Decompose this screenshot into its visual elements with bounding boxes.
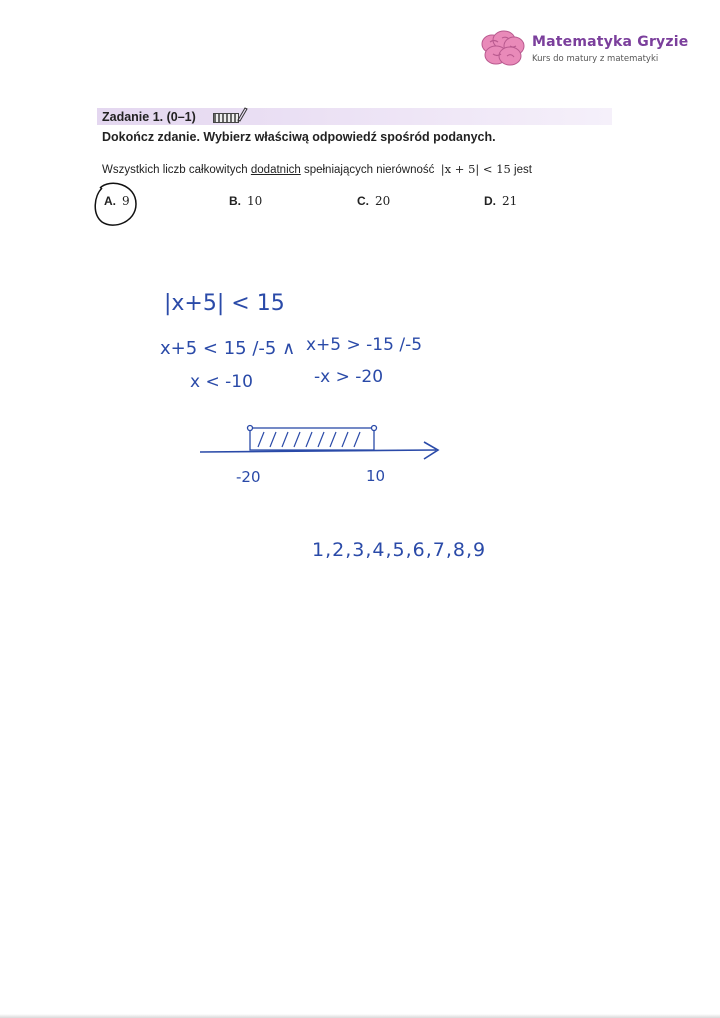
answer-value: 9 bbox=[122, 194, 130, 208]
question-underlined-word: dodatnich bbox=[250, 164, 301, 176]
number-line-left-label: -20 bbox=[236, 468, 261, 486]
number-line-right-label: 10 bbox=[366, 467, 386, 485]
task-title: Zadanie 1. (0–1) bbox=[102, 110, 196, 124]
task-instruction: Dokończ zdanie. Wybierz właściwą odpowiedź spośród podanych. bbox=[102, 130, 496, 144]
question-part-2: spełniających nierówność bbox=[300, 164, 438, 176]
answer-letter: A. bbox=[104, 194, 116, 208]
hw-case-2: x+5 > -15 /-5 bbox=[306, 335, 423, 355]
hw-integer-list: 1,2,3,4,5,6,7,8,9 bbox=[312, 539, 487, 561]
answer-letter: B. bbox=[229, 194, 241, 208]
logo-title: Matematyka Gryzie bbox=[532, 34, 689, 50]
hw-result-1: x < -10 bbox=[190, 372, 253, 392]
question-inequality: |x + 5| < 15 bbox=[440, 162, 511, 176]
answer-value: 21 bbox=[502, 194, 518, 208]
question-part-1: Wszystkich liczb całkowitych bbox=[102, 164, 251, 176]
question-part-3: jest bbox=[510, 164, 532, 176]
hatch-marks bbox=[258, 432, 360, 447]
hw-inequality: |x+5| < 15 bbox=[164, 291, 285, 316]
answer-value: 10 bbox=[247, 194, 263, 208]
number-line bbox=[200, 426, 438, 487]
answer-value: 20 bbox=[375, 194, 391, 208]
hw-result-2: -x > -20 bbox=[314, 367, 384, 387]
logo-subtitle: Kurs do matury z matematyki bbox=[532, 54, 659, 64]
answer-letter: C. bbox=[357, 194, 369, 208]
answer-letter: D. bbox=[484, 194, 496, 208]
page-edge bbox=[0, 1014, 720, 1018]
hw-case-1: x+5 < 15 /-5 ∧ bbox=[160, 338, 296, 359]
